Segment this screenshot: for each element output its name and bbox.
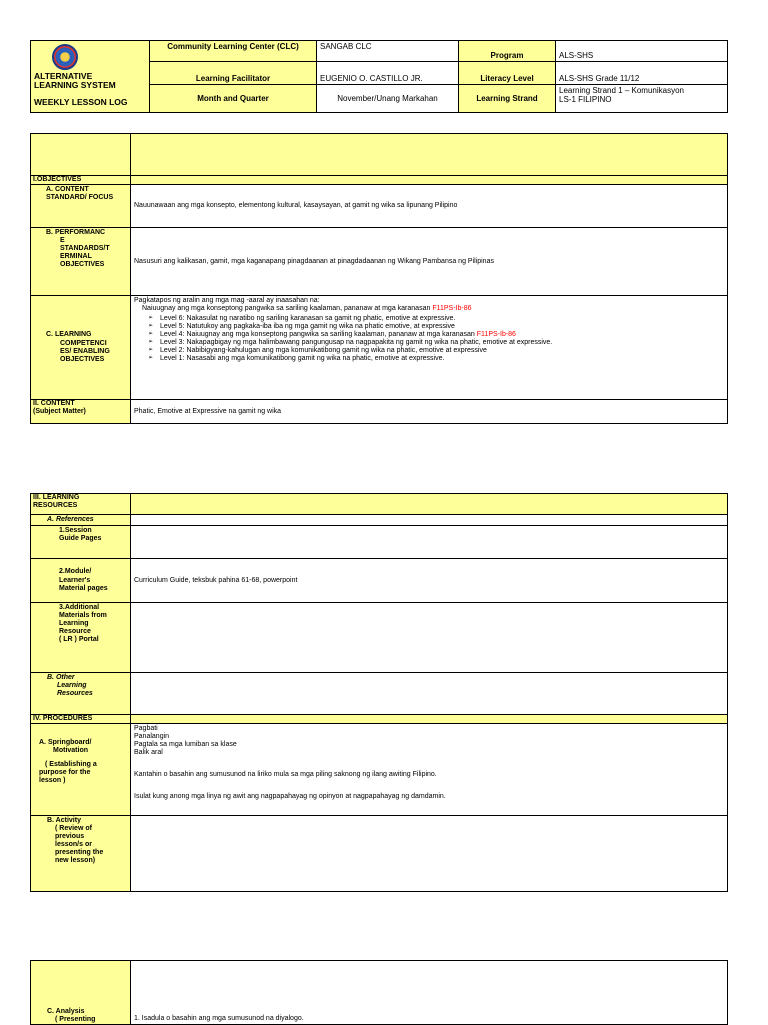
other-resources-value	[131, 673, 728, 715]
header-table	[30, 40, 728, 113]
facilitator-value: EUGENIO O. CASTILLO JR.	[317, 62, 459, 85]
springboard-line: Pagtala sa mga lumiban sa klase	[134, 741, 237, 749]
module-label: 2.Module/ Learner's Material pages	[31, 559, 131, 603]
springboard-para1: Kantahin o basahin ang sumusunod na liriko mula sa mga piling saknong ng ilang awiting Filipino.	[134, 771, 437, 779]
blank-cell	[131, 494, 728, 515]
springboard-line: Balik aral	[134, 749, 163, 757]
month-label: Month and Quarter	[150, 85, 317, 113]
springboard-intro-lines	[134, 725, 724, 757]
level-item: ➢ Level 4: Naiuugnay ang mga konseptong pangwika sa sariling kaalaman, pananaw at mga karanasan F11PS-Ib-86	[134, 331, 724, 339]
strand-label: Learning Strand	[459, 85, 556, 113]
blank-cell	[131, 176, 728, 185]
activity-label: B. Activity ( Review of previous lesson/s or presenting the new lesson)	[31, 816, 131, 892]
analysis-value: 1. Isadula o basahin ang mga sumusunod na diyalogo.	[131, 961, 728, 1025]
procedures-section: IV. PROCEDURES	[31, 715, 131, 724]
springboard-value	[131, 724, 728, 816]
springboard-para2: Isulat kung anong mga linya ng awit ang nagpapahayag ng opinyon at nagpapahayag ng damdamin.	[134, 793, 446, 801]
literacy-label: Literacy Level	[459, 62, 556, 85]
blank-cell	[131, 515, 728, 526]
analysis-table	[30, 960, 728, 1025]
module-value: Curriculum Guide, teksbuk pahina 61-68, powerpoint	[131, 559, 728, 603]
performance-standard-label: B. PERFORMANC E STANDARDS/T ERMINAL OBJECTIVES	[31, 228, 131, 296]
level-item: ➢ Level 6: Nakasulat ng naratibo ng sariling karanasan sa gamit ng phatic, emotive at expressive.	[134, 315, 724, 323]
performance-standard-value: Nasusuri ang kalikasan, gamit, mga kaganapang pinagdaanan at pinagdadaanan ng Wikang Pambansa ng Pilipinas	[131, 228, 728, 296]
competencies-value	[131, 296, 728, 400]
strand-value-line2: LS-1 FILIPINO	[559, 95, 612, 105]
org-cell	[31, 41, 150, 113]
program-label: Program	[459, 41, 556, 62]
strand-value	[556, 85, 728, 113]
blank-cell	[31, 134, 131, 176]
objectives-section: I.OBJECTIVES	[31, 176, 131, 185]
deped-seal-icon	[52, 44, 78, 70]
content-standard-value: Nauunawaan ang mga konsepto, elementong kultural, kasaysayan, at gamit ng wika sa lipunang Pilipino	[131, 185, 728, 228]
references-label: A. References	[31, 515, 131, 526]
month-value: November/Unang Markahan	[317, 85, 459, 113]
org-title: ALTERNATIVE LEARNING SYSTEM WEEKLY LESSON LOG	[34, 71, 128, 107]
competencies-line: Naiuugnay ang mga konseptong pangwika sa sariling kaalaman, pananaw at mga karanasan F11PS-Ib-86	[142, 305, 472, 313]
content-standard-label: A. CONTENT STANDARD/ FOCUS	[31, 185, 131, 228]
content-section-label: II. CONTENT (Subject Matter)	[31, 400, 131, 424]
springboard-line: Panalangin	[134, 733, 170, 741]
level-item: ➢ Level 3: Nakapagbigay ng mga halimbawang pangungusap na nagpapakita ng gamit ng wika na phatic, emotive at expressive.	[134, 339, 724, 347]
session-guide-label: 1.Session Guide Pages	[31, 526, 131, 559]
competencies-intro: Pagkatapos ng aralin ang mga mag -aaral ay inaasahan na:	[134, 297, 320, 305]
literacy-value: ALS-SHS Grade 11/12	[556, 62, 728, 85]
facilitator-label: Learning Facilitator	[150, 62, 317, 85]
analysis-label: C. Analysis ( Presenting	[31, 961, 131, 1025]
activity-value	[131, 816, 728, 892]
objectives-table	[30, 133, 728, 424]
competencies-label: C. LEARNING COMPETENCI ES/ ENABLING OBJECTIVES	[31, 296, 131, 400]
level-item: ➢ Level 2: Nabibigyang-kahulugan ang mga komunikatibong gamit ng wika na phatic, emotive at expressive	[134, 347, 724, 355]
additional-materials-value	[131, 603, 728, 673]
program-value: ALS-SHS	[556, 41, 728, 62]
springboard-label: A. Springboard/ Motivation ( Establishing a purpose for the lesson )	[31, 724, 131, 816]
levels-list	[134, 315, 724, 363]
clc-label: Community Learning Center (CLC)	[150, 41, 317, 62]
level-item: ➢ Level 1: Nasasabi ang mga komunikatibong gamit ng wika na phatic, emotive at expressive.	[134, 355, 724, 363]
session-guide-value	[131, 526, 728, 559]
clc-value: SANGAB CLC	[317, 41, 459, 62]
strand-value-line1: Learning Strand 1 – Komunikasyon	[559, 86, 684, 95]
resources-section: III. LEARNING RESOURCES	[31, 494, 131, 515]
other-resources-label: B. Other Learning Resources	[31, 673, 131, 715]
blank-cell	[131, 715, 728, 724]
resources-table	[30, 493, 728, 892]
subject-matter-value: Phatic, Emotive at Expressive na gamit ng wika	[131, 400, 728, 424]
blank-cell	[131, 134, 728, 176]
level-item: ➢ Level 5: Natutukoy ang pagkaka-iba iba ng mga gamit ng wika na phatic emotive, at expressive	[134, 323, 724, 331]
springboard-line: Pagbati	[134, 725, 158, 733]
additional-materials-label: 3.Additional Materials from Learning Resource ( LR ) Portal	[31, 603, 131, 673]
